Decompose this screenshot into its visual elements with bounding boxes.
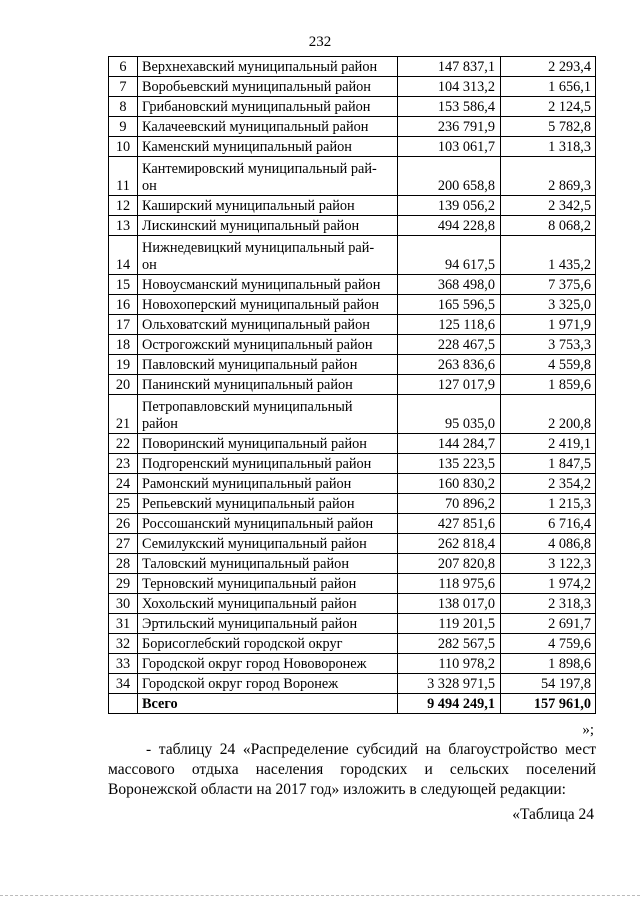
row-number: 13 [109,216,138,236]
row-number: 25 [109,494,138,514]
subsidy-amount: 3 325,0 [501,295,596,315]
subsidy-amount: 1 898,6 [501,654,596,674]
table-row [109,594,596,614]
table-row [109,375,596,395]
total-amount: 139 056,2 [398,196,501,216]
row-number: 21 [109,395,138,434]
total-amount: 263 836,6 [398,355,501,375]
total-amount: 125 118,6 [398,315,501,335]
total-amount: 160 830,2 [398,474,501,494]
table-row [109,275,596,295]
table-row [109,335,596,355]
subsidy-amount: 1 435,2 [501,236,596,275]
row-number: 7 [109,77,138,97]
subsidy-amount: 8 068,2 [501,216,596,236]
total-amount: 165 596,5 [398,295,501,315]
district-name: Верхнехавский муниципальный район [138,57,398,77]
table-row [109,77,596,97]
row-number: 19 [109,355,138,375]
row-number: 6 [109,57,138,77]
total-amount: 282 567,5 [398,634,501,654]
row-number: 20 [109,375,138,395]
row-number: 24 [109,474,138,494]
subsidy-amount: 2 342,5 [501,196,596,216]
row-number: 33 [109,654,138,674]
subsidy-amount: 5 782,8 [501,117,596,137]
subsidy-amount: 3 122,3 [501,554,596,574]
total-amount: 110 978,2 [398,654,501,674]
district-name: Грибановский муниципальный район [138,97,398,117]
district-name: Петропавловский муниципальный район [138,395,398,434]
table-row [109,534,596,554]
table-body [109,57,596,714]
district-name: Рамонский муниципальный район [138,474,398,494]
district-name: Каменский муниципальный район [138,137,398,157]
table-row [109,554,596,574]
row-number: 23 [109,454,138,474]
subsidy-amount: 1 318,3 [501,137,596,157]
table-row [109,474,596,494]
row-number: 9 [109,117,138,137]
subsidy-amount: 1 859,6 [501,375,596,395]
subsidy-table [108,56,596,714]
subsidy-amount: 4 559,8 [501,355,596,375]
subsidy-amount: 2 200,8 [501,395,596,434]
district-name: Эртильский муниципальный район [138,614,398,634]
table-row [109,216,596,236]
total-amount: 262 818,4 [398,534,501,554]
row-number: 32 [109,634,138,654]
table-caption: «Таблица 24 [512,806,594,823]
district-name: Семилукский муниципальный район [138,534,398,554]
subsidy-amount: 2 124,5 [501,97,596,117]
subsidy-amount: 1 974,2 [501,574,596,594]
district-name: Терновский муниципальный район [138,574,398,594]
total-amount: 135 223,5 [398,454,501,474]
subsidy-amount: 6 716,4 [501,514,596,534]
total-amount: 200 658,8 [398,157,501,196]
table-row [109,674,596,694]
subsidy-amount: 1 847,5 [501,454,596,474]
table-row [109,117,596,137]
total-row [109,694,596,714]
total-amount: 127 017,9 [398,375,501,395]
table-row [109,157,596,196]
table-row [109,315,596,335]
total-amount: 95 035,0 [398,395,501,434]
subsidy-amount: 2 869,3 [501,157,596,196]
total-amount: 70 896,2 [398,494,501,514]
total-amount: 153 586,4 [398,97,501,117]
total-row-number [109,694,138,714]
district-name: Таловский муниципальный район [138,554,398,574]
table-row [109,355,596,375]
total-amount: 427 851,6 [398,514,501,534]
subsidy-amount: 1 215,3 [501,494,596,514]
district-name: Новоусманский муниципальный район [138,275,398,295]
total-label: Всего [138,694,398,714]
row-number: 11 [109,157,138,196]
table-row [109,57,596,77]
total-amount: 118 975,6 [398,574,501,594]
table-row [109,196,596,216]
row-number: 28 [109,554,138,574]
district-name: Борисоглебский городской округ [138,634,398,654]
district-name: Новохоперский муниципальный район [138,295,398,315]
district-name: Калачеевский муниципальный район [138,117,398,137]
row-number: 12 [109,196,138,216]
row-number: 29 [109,574,138,594]
subsidy-amount: 2 691,7 [501,614,596,634]
district-name: Городской округ город Нововоронеж [138,654,398,674]
table-row [109,97,596,117]
row-number: 26 [109,514,138,534]
row-number: 30 [109,594,138,614]
table-row [109,634,596,654]
total-amount: 144 284,7 [398,434,501,454]
subsidy-amount: 4 759,6 [501,634,596,654]
table-row [109,494,596,514]
district-name: Городской округ город Воронеж [138,674,398,694]
table-row [109,395,596,434]
total-amount: 138 017,0 [398,594,501,614]
total-amount: 368 498,0 [398,275,501,295]
subsidy-amount: 2 293,4 [501,57,596,77]
total-amount: 228 467,5 [398,335,501,355]
total-amount: 103 061,7 [398,137,501,157]
district-name: Острогожский муниципальный район [138,335,398,355]
amendment-paragraph: - таблицу 24 «Распределение субсидий на благоустройство мест массового отдыха населения городских и сельских поселений Воронежской области на 2017 год» изложить в следующей редакции: [108,741,596,798]
district-name: Подгоренский муниципальный район [138,454,398,474]
subsidy-amount: 2 354,2 [501,474,596,494]
subsidy-amount: 2 318,3 [501,594,596,614]
row-number: 15 [109,275,138,295]
table-row [109,236,596,275]
table-row [109,137,596,157]
row-number: 8 [109,97,138,117]
district-name: Павловский муниципальный район [138,355,398,375]
table-row [109,574,596,594]
row-number: 10 [109,137,138,157]
subsidy-amount: 1 971,9 [501,315,596,335]
table-row [109,295,596,315]
district-name: Хохольский муниципальный район [138,594,398,614]
total-subsidy-amount: 157 961,0 [501,694,596,714]
district-name: Ольховатский муниципальный район [138,315,398,335]
district-name: Каширский муниципальный район [138,196,398,216]
table-row [109,654,596,674]
closing-quote-mark: »; [582,722,594,738]
total-amount: 3 328 971,5 [398,674,501,694]
district-name: Панинский муниципальный район [138,375,398,395]
total-amount: 236 791,9 [398,117,501,137]
page-number: 232 [308,34,332,50]
subsidy-amount: 3 753,3 [501,335,596,355]
row-number: 18 [109,335,138,355]
table-row [109,454,596,474]
subsidy-amount: 54 197,8 [501,674,596,694]
district-name: Воробьевский муниципальный район [138,77,398,97]
district-name: Поворинский муниципальный район [138,434,398,454]
row-number: 22 [109,434,138,454]
row-number: 17 [109,315,138,335]
total-amount: 207 820,8 [398,554,501,574]
row-number: 31 [109,614,138,634]
row-number: 14 [109,236,138,275]
table-row [109,434,596,454]
district-name: Россошанский муниципальный район [138,514,398,534]
footer-divider [0,895,640,896]
subsidy-amount: 1 656,1 [501,77,596,97]
subsidy-amount: 7 375,6 [501,275,596,295]
district-name: Кантемировский муниципальный рай- он [138,157,398,196]
total-amount: 147 837,1 [398,57,501,77]
total-amount: 94 617,5 [398,236,501,275]
total-amount: 119 201,5 [398,614,501,634]
row-number: 27 [109,534,138,554]
district-name: Лискинский муниципальный район [138,216,398,236]
subsidy-amount: 2 419,1 [501,434,596,454]
row-number: 16 [109,295,138,315]
total-amount: 104 313,2 [398,77,501,97]
subsidy-amount: 4 086,8 [501,534,596,554]
row-number: 34 [109,674,138,694]
district-name: Репьевский муниципальный район [138,494,398,514]
total-amount: 494 228,8 [398,216,501,236]
total-amount: 9 494 249,1 [398,694,501,714]
district-name: Нижнедевицкий муниципальный рай- он [138,236,398,275]
table-row [109,514,596,534]
table-row [109,614,596,634]
